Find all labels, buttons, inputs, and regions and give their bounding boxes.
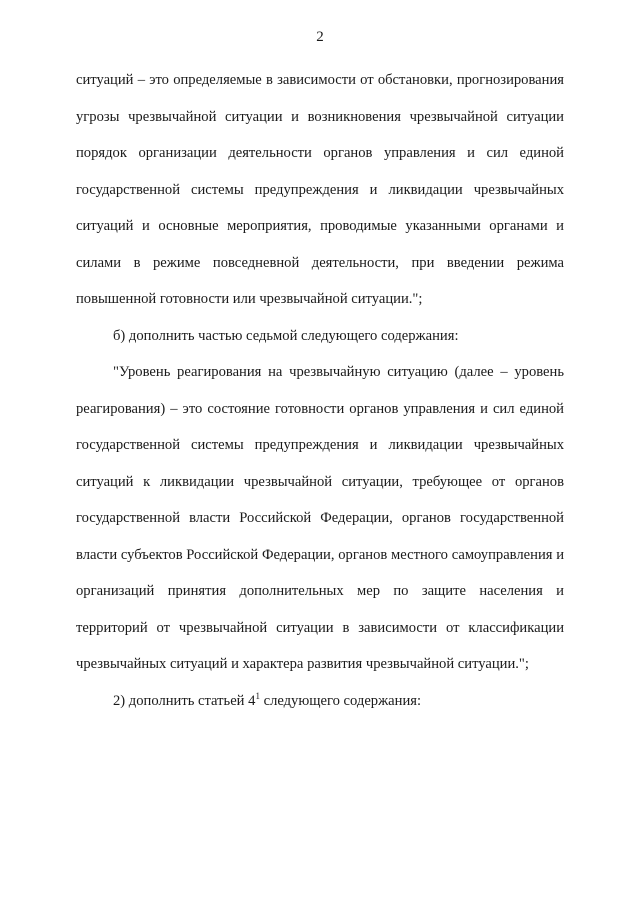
paragraph-amendment-b: б) дополнить частью седьмой следующего содержания: [113, 327, 459, 344]
amendment-2-text: 2) дополнить статьей 4 [113, 692, 256, 709]
article-superscript: 1 [255, 690, 260, 701]
paragraph-amendment-2 [76, 683, 564, 720]
amendment-2-text-end: следующего содержания: [259, 692, 422, 709]
document-body [76, 62, 564, 719]
paragraph-response-level-definition: "Уровень реагирования на чрезвычайную ситуацию (далее – уровень реагирования) – это состояние готовности органов управления и сил единой государственной системы предупреждения и ликвидации чрезвычайных ситуаций к ликвидации чрезвычайной ситуации, требующее от органов государственной власти Российской Федерации, органов государственной власти субъектов Российской Федерации, органов местного самоуправления и организаций принятия дополнительных мер по защите населения и территорий от чрезвычайной ситуации в зависимости от классификации чрезвычайных ситуаций и характера развития чрезвычайной ситуации."; [76, 364, 564, 672]
paragraph-definition-continuation: ситуаций – это определяемые в зависимости от обстановки, прогнозирования угрозы чрезвычайной ситуации и возникновения чрезвычайной ситуации порядок организации деятельности органов управления и сил единой государственной системы предупреждения и ликвидации чрезвычайных ситуаций и основные мероприятия, проводимые указанными органами и силами в режиме повседневной деятельности, при введении режима повышенной готовности или чрезвычайной ситуации."; [76, 72, 564, 307]
page-number: 2 [316, 29, 324, 45]
